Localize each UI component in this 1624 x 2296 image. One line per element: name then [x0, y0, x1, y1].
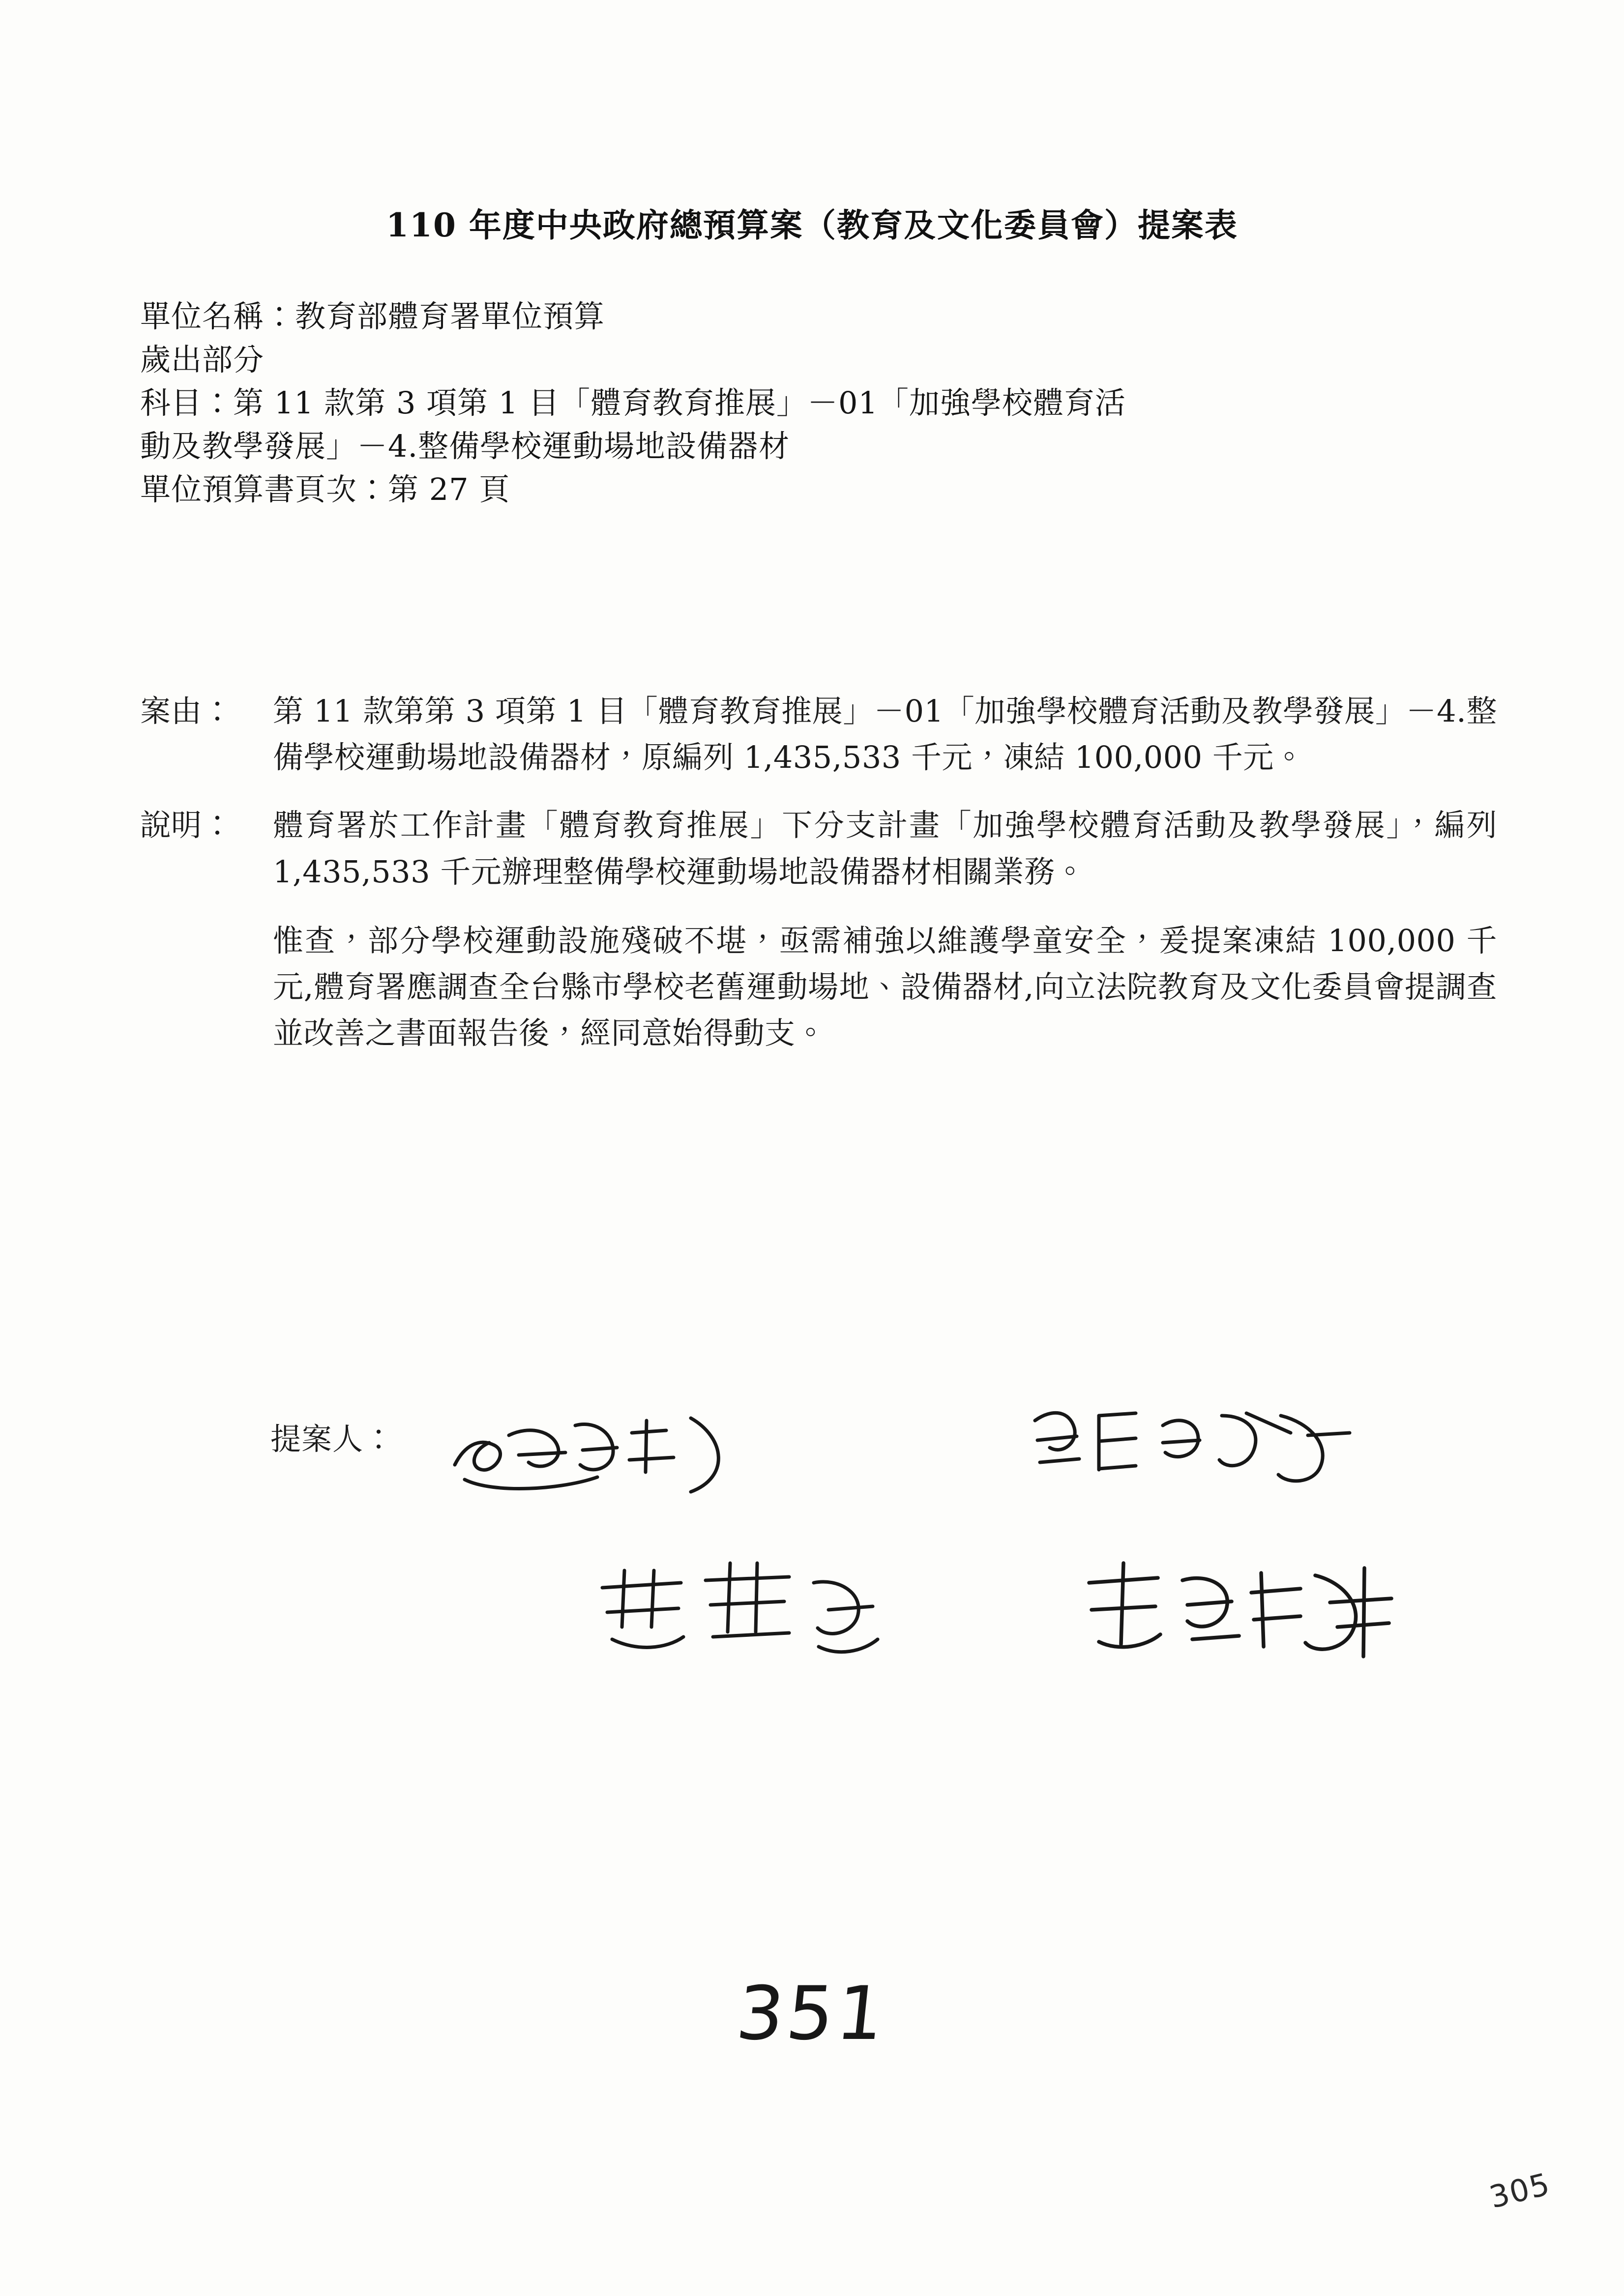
document-header-block: [140, 295, 1492, 511]
signature-3: [583, 1553, 897, 1666]
explanation-text: 體育署於工作計畫「體育教育推展」下分支計畫「加強學校體育活動及教學發展」，編列 1,435,533 千元辦理整備學校運動場地設備器材相關業務。: [273, 807, 1497, 890]
subject-line-second: 動及教學發展」－4.整備學校運動場地設備器材: [140, 428, 790, 465]
case-reason-text: 第 11 款第第 3 項第 1 目「體育教育推展」－01「加強學校體育活動及教學發展」－4.整備學校運動場地設備器材，原編列 1,435,533 千元，凍結 100,000 千元。: [273, 693, 1497, 776]
expenditure-section-line: 歲出部分: [140, 342, 265, 378]
section-case-reason: [140, 688, 1497, 781]
subject-line-first: 科目：第 11 款第 3 項第 1 目「體育教育推展」－01「加強學校體育活: [140, 385, 1126, 421]
explanation-label: 說明：: [140, 807, 234, 843]
proposer-signature-area: [140, 1411, 1497, 1755]
case-reason-label: 案由：: [140, 693, 234, 729]
page-number-value: 351: [733, 1971, 891, 2057]
explanation-paragraph: 惟查，部分學校運動設施殘破不堪，亟需補強以維護學童安全，爰提案凍結 100,000 千元,體育署應調查全台縣市學校老舊運動場地、設備器材,向立法院教育及文化委員會提調查並改善之書面報告後，經同意始得動支。: [273, 922, 1497, 1051]
unit-name-line: 單位名稱：教育部體育署單位預算: [140, 298, 605, 334]
page-title: 110 年度中央政府總預算案（教育及文化委員會）提案表: [386, 206, 1238, 244]
signature-4: [1069, 1553, 1414, 1671]
signature-1: [435, 1391, 779, 1509]
handwritten-page-number: [0, 1971, 1624, 2057]
signature-2: [1015, 1386, 1369, 1499]
budget-book-page-line: 單位預算書頁次：第 27 頁: [140, 471, 510, 508]
proposer-label: 提案人：: [270, 1421, 395, 1457]
document-body-block: [140, 688, 1497, 1057]
corner-annotation-number: 305: [1485, 2166, 1554, 2215]
section-explanation: [140, 802, 1497, 895]
